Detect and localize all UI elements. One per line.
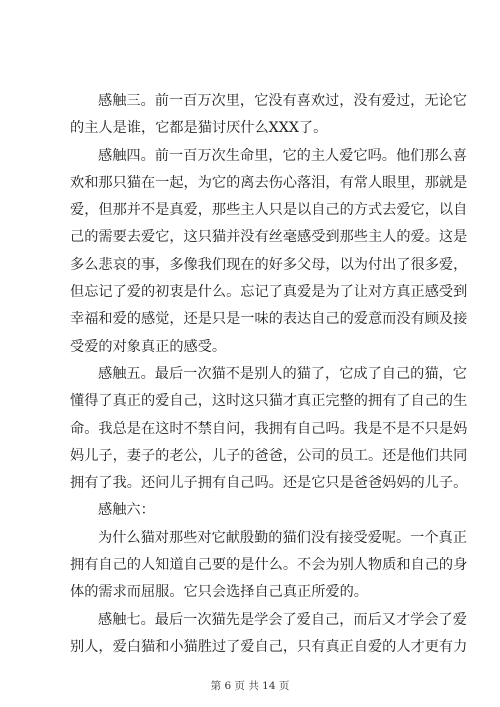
text-line: 但忘记了爱的初衷是什么。忘记了真爱是为了让对方真正感受到 xyxy=(70,284,468,301)
text-line: 欢和那只猫在一起，为它的离去伤心落泪，有常人眼里，那就是 xyxy=(70,174,468,191)
paragraph-touch-3 xyxy=(70,88,467,143)
paragraph-touch-7 xyxy=(70,607,468,662)
text-line: 懂得了真正的爱自己，这时这只猫才真正完整的拥有了自己的生 xyxy=(70,393,468,410)
text-line: 的主人是谁，它都是猫讨厌什么XXX了。 xyxy=(70,120,328,137)
text-line: 多么悲哀的事，多像我们现在的好多父母，以为付出了很多爱， xyxy=(70,256,468,273)
text-line: 幸福和爱的感觉，还是只是一味的表达自己的爱意而没有顾及接 xyxy=(70,311,468,328)
paragraph-touch-4 xyxy=(70,143,468,361)
document-body xyxy=(70,88,468,661)
text-line: 妈儿子，妻子的老公，儿子的爸爸，公司的员工。还是他们共同 xyxy=(70,447,468,464)
text-line: 感触三。前一百万次里，它没有喜欢过，没有爱过，无论它 xyxy=(98,93,467,109)
text-line: 拥有自己的人知道自己要的是什么。不会为别人物质和自己的身 xyxy=(70,557,468,574)
paragraph-touch-6-heading xyxy=(70,497,440,524)
text-line: 感触六： xyxy=(98,502,155,519)
text-line: 感触五。最后一次猫不是别人的猫了，它成了自己的猫，它 xyxy=(98,365,467,382)
page-footer xyxy=(0,678,500,693)
text-line: 命。我总是在这时不禁自问，我拥有自己吗。我是不是不只是妈 xyxy=(70,420,468,437)
text-line: 别人，爱白猫和小猫胜过了爱自己，只有真正自爱的人才更有力 xyxy=(70,638,468,655)
text-line: 感触七。最后一次猫先是学会了爱自己，而后又才学会了爱 xyxy=(98,611,467,628)
text-line: 己的需要去爱它，这只猫并没有丝毫感受到那些主人的爱。这是 xyxy=(70,229,468,246)
paragraph-touch-6-body xyxy=(70,525,468,607)
page-number-label: 第 6 页 共 14 页 xyxy=(210,680,290,692)
text-line: 为什么猫对那些对它献殷勤的猫们没有接受爱呢。一个真正 xyxy=(98,529,467,546)
text-line: 感触四。前一百万次生命里，它的主人爱它吗。他们那么喜 xyxy=(98,147,467,164)
text-line: 爱，但那并不是真爱，那些主人只是以自己的方式去爱它，以自 xyxy=(70,202,468,219)
paragraph-touch-5 xyxy=(70,361,468,497)
text-line: 受爱的对象真正的感受。 xyxy=(70,338,227,355)
text-line: 体的需求而屈服。它只会选择自己真正所爱的。 xyxy=(70,584,368,601)
text-line: 拥有了我。还问儿子拥有自己吗。还是它只是爸爸妈妈的儿子。 xyxy=(70,475,468,492)
